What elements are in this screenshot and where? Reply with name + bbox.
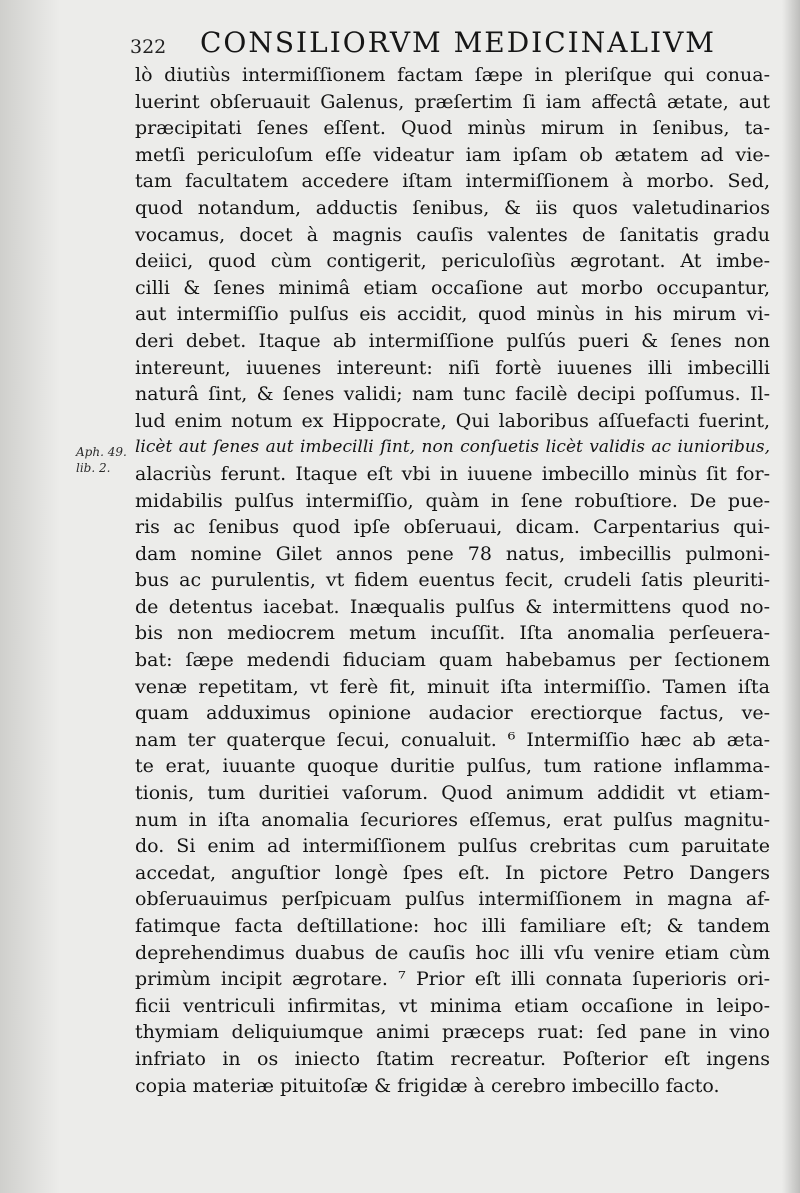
text-line: ris ac ſenibus quod ipſe obſeruaui, dicam. Carpentarius qui-	[135, 516, 770, 539]
text-line: naturâ ſint, & ſenes validi; nam tunc facilè decipi poſſumus. Il-	[135, 383, 770, 406]
text-line: deprehendimus duabus de cauſis hoc illi vſu venire etiam cùm	[135, 941, 770, 964]
page-header	[130, 26, 770, 62]
text-line: tionis, tum duritiei vaſorum. Quod animum addidit vt etiam-	[135, 782, 770, 805]
page-number: 322	[130, 36, 167, 58]
text-line: thymiam deliquiumque animi præceps ruat: ſed pane in vino	[135, 1021, 770, 1044]
text-line: obſeruauimus perſpicuam pulſus intermiſſionem in magna af-	[135, 888, 770, 911]
text-line: deiici, quod cùm contigerit, periculoſiùs ægrotant. At imbe-	[135, 250, 770, 273]
text-line: intereunt, iuuenes intereunt: niſi fortè iuuenes illi imbecilli	[135, 356, 770, 379]
text-line: nam ter quaterque ſecui, conualuit. ⁶ Intermiſſio hæc ab æta-	[135, 728, 770, 751]
text-line: tam facultatem accedere iſtam intermiſſionem à morbo. Sed,	[135, 170, 770, 193]
marginal-note-line: lib. 2.	[76, 461, 111, 475]
text-line: lò diutiùs intermiſſionem factam ſæpe in pleriſque qui conua-	[135, 64, 770, 86]
text-line: alacriùs ferunt. Itaque eſt vbi in iuuene imbecillo minùs ſit for-	[135, 462, 770, 485]
text-line: præcipitati ſenes eſſent. Quod minùs mirum in ſenibus, ta-	[135, 117, 770, 140]
text-line: quod notandum, adductis ſenibus, & iis quos valetudinarios	[135, 196, 770, 219]
text-line: primùm incipit ægrotare. ⁷ Prior eſt illi connata ſuperioris ori-	[135, 968, 770, 991]
text-line: num in iſta anomalia ſecuriores eſſemus, erat pulſus magnitu-	[135, 808, 770, 831]
text-line: midabilis pulſus intermiſſio, quàm in ſene robuſtiore. De pue-	[135, 489, 770, 512]
text-line: licèt aut ſenes aut imbecilli ſint, non conſuetis licèt validis ac iunioribus,	[135, 437, 770, 458]
text-line: te erat, iuuante quoque duritie pulſus, tum ratione inflamma-	[135, 755, 770, 778]
text-line: de detentus iacebat. Inæqualis pulſus & intermittens quod no-	[135, 595, 770, 618]
text-line: luerint obſeruauit Galenus, præſertim ſi iam affectâ ætate, aut	[135, 90, 770, 113]
body-text	[135, 62, 770, 1099]
text-line: quam adduximus opinione audacior erectiorque factus, ve-	[135, 702, 770, 725]
text-line: venæ repetitam, vt ferè fit, minuit iſta intermiſſio. Tamen iſta	[135, 675, 770, 698]
text-line: lud enim notum ex Hippocrate, Qui laboribus aſſuefacti fuerint,	[135, 409, 770, 432]
text-line: aut intermiſſio pulſus eis accidit, quod minùs in his mirum vi-	[135, 303, 770, 326]
marginal-note	[76, 444, 136, 476]
text-line: infriato in os iniecto ſtatim recreatur. Poſterior eſt ingens	[135, 1047, 770, 1070]
text-line: ficii ventriculi infirmitas, vt minima etiam occaſione in leipo-	[135, 994, 770, 1017]
text-line: dam nomine Gilet annos pene 78 natus, imbecillis pulmoni-	[135, 542, 770, 565]
text-line: vocamus, docet à magnis cauſis valentes de ſanitatis gradu	[135, 223, 770, 246]
text-line: cilli & ſenes minimâ etiam occaſione aut morbo occupantur,	[135, 276, 770, 299]
marginal-note-line: Aph. 49.	[76, 445, 127, 459]
running-head: CONSILIORVM MEDICINALIVM	[200, 26, 716, 59]
text-line: accedat, anguſtior longè ſpes eſt. In pictore Petro Dangers	[135, 861, 770, 884]
text-line: bat: ſæpe medendi fiduciam quam habebamus per ſectionem	[135, 649, 770, 672]
text-line: fatimque facta deſtillatione: hoc illi familiare eſt; & tandem	[135, 915, 770, 937]
text-line: deri debet. Itaque ab intermiſſione pulſús pueri & ſenes non	[135, 329, 770, 352]
text-line: metſi periculoſum eſſe videatur iam ipſam ob ætatem ad vie-	[135, 143, 770, 166]
text-line: bis non mediocrem metum incuſſit. Iſta anomalia perſeuera-	[135, 622, 770, 645]
text-line: copia materiæ pituitoſæ & frigidæ à cerebro imbecillo facto.	[135, 1074, 720, 1097]
text-line: do. Si enim ad intermiſſionem pulſus crebritas cum paruitate	[135, 835, 770, 858]
text-line: bus ac purulentis, vt fidem euentus fecit, crudeli ſatis pleuriti-	[135, 569, 770, 592]
